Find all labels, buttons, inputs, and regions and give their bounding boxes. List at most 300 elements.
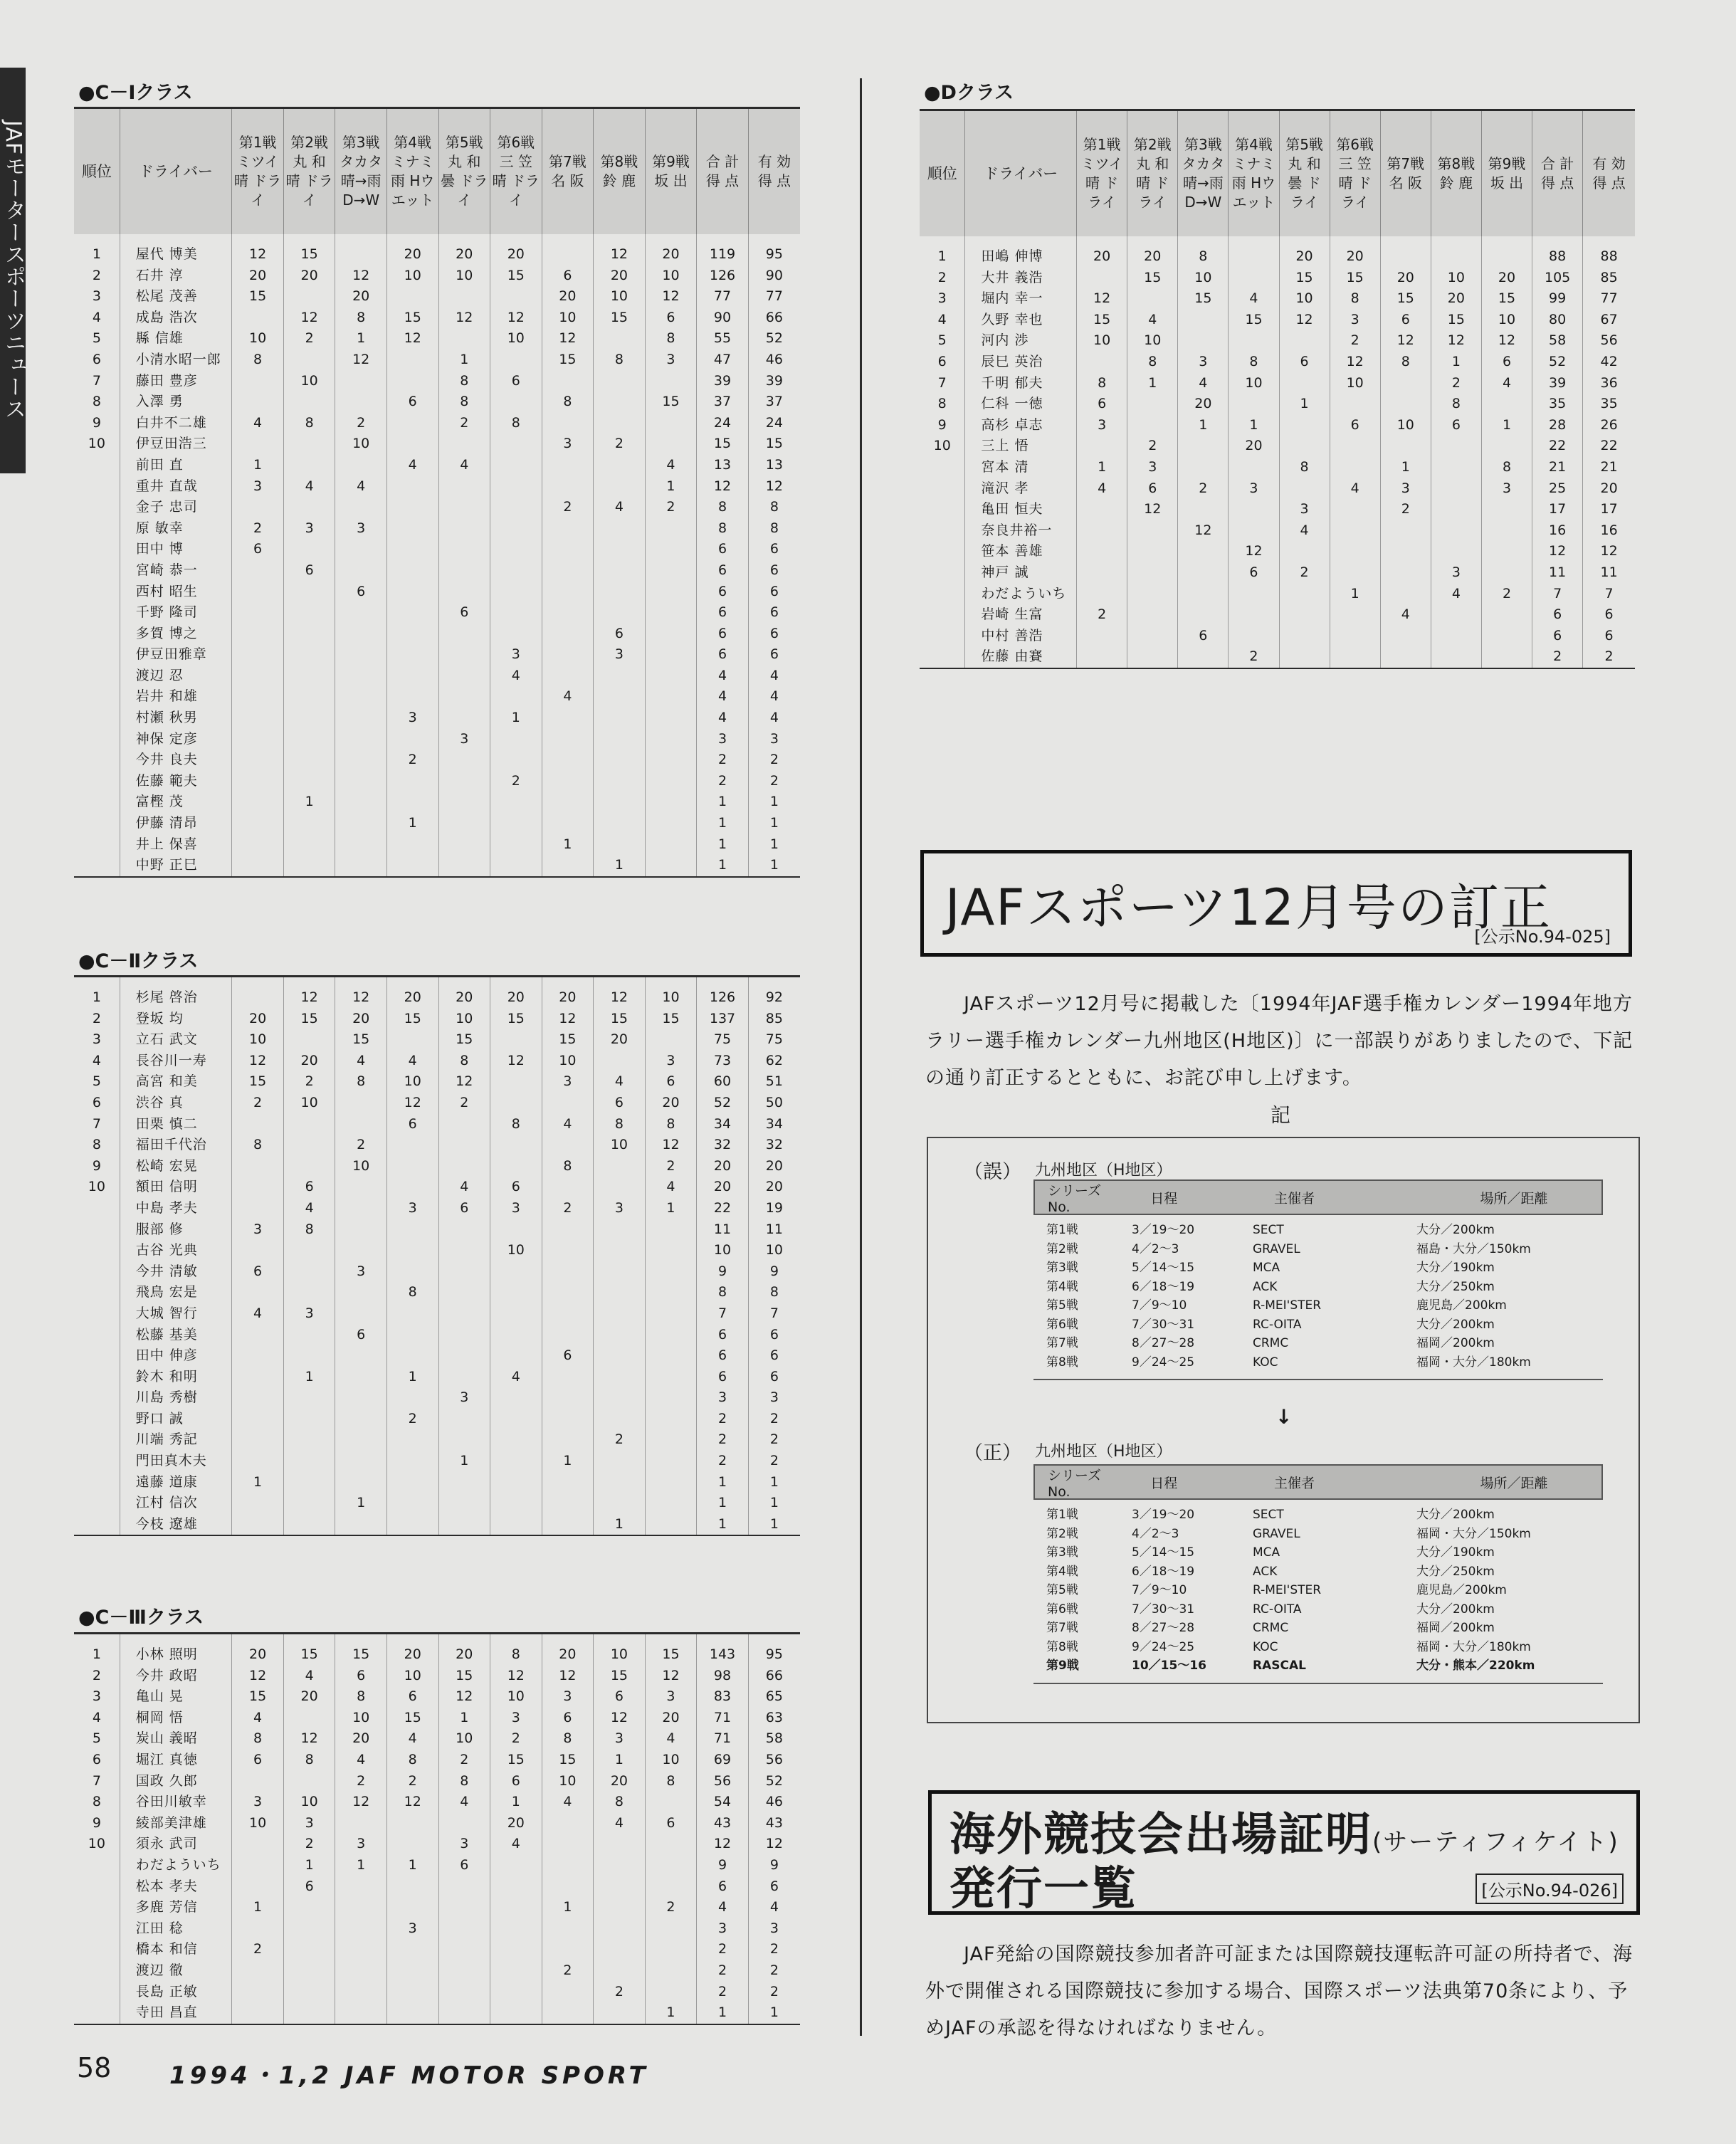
points-cell: [542, 602, 594, 624]
driver-cell: 堀内 幸一: [965, 288, 1077, 310]
points-cell: 6: [748, 582, 800, 603]
points-cell: 50: [748, 1093, 800, 1114]
points-cell: 15: [697, 433, 749, 455]
rank-cell: [920, 626, 965, 647]
driver-cell: 谷田川敏幸: [120, 1792, 232, 1813]
points-cell: 3: [386, 1918, 438, 1940]
points-cell: [1229, 626, 1279, 647]
points-cell: 15: [232, 286, 284, 308]
points-cell: 6: [748, 1325, 800, 1346]
points-cell: 6: [490, 1177, 542, 1198]
points-cell: [594, 792, 646, 813]
points-cell: [1178, 499, 1229, 520]
points-cell: [594, 582, 646, 603]
points-cell: 20: [645, 1093, 697, 1114]
table-row: [74, 2002, 800, 2024]
points-cell: [1077, 352, 1127, 373]
points-cell: [438, 518, 490, 540]
notice1-title: JAFスポーツ12月号の訂正: [945, 878, 1552, 937]
rank-cell: [74, 455, 120, 476]
points-cell: 1: [1380, 457, 1431, 478]
points-cell: 8: [335, 1071, 387, 1093]
points-cell: 8: [645, 1114, 697, 1135]
points-cell: 17: [1532, 499, 1583, 520]
points-cell: [594, 1303, 646, 1325]
points-cell: [645, 1303, 697, 1325]
points-cell: 143: [697, 1634, 749, 1666]
points-cell: [594, 2002, 646, 2024]
points-cell: 6: [1532, 626, 1583, 647]
points-cell: 8: [748, 1282, 800, 1303]
points-cell: [1330, 646, 1380, 668]
points-cell: [1279, 626, 1330, 647]
points-cell: 12: [386, 1792, 438, 1813]
points-cell: 7: [1583, 584, 1635, 605]
table-row: [920, 457, 1635, 478]
driver-cell: 前田 直: [120, 455, 232, 476]
points-cell: [1229, 584, 1279, 605]
table-row: [74, 1409, 800, 1430]
points-cell: 20: [645, 234, 697, 266]
points-cell: 1: [697, 1514, 749, 1536]
points-cell: [232, 497, 284, 518]
place-cell: 大分／200km: [1416, 1317, 1495, 1332]
points-cell: [386, 1156, 438, 1177]
rank-cell: [920, 457, 965, 478]
points-cell: 12: [335, 350, 387, 371]
points-cell: 12: [490, 1051, 542, 1072]
points-cell: 10: [1481, 310, 1532, 331]
notice1-ki: 記: [1271, 1103, 1291, 1127]
points-cell: 20: [438, 234, 490, 266]
points-cell: [645, 729, 697, 750]
table-row: [74, 602, 800, 624]
header-date: 日程: [1150, 1475, 1178, 1491]
points-cell: 56: [748, 1750, 800, 1771]
rank-cell: 7: [92, 372, 101, 389]
points-cell: [594, 771, 646, 792]
points-cell: [232, 1240, 284, 1261]
column-header: 第1戦 ミツイ 晴 ドライ: [1077, 111, 1127, 236]
points-cell: [542, 1303, 594, 1325]
points-cell: [594, 729, 646, 750]
points-cell: [283, 1240, 335, 1261]
column-header: 第6戦 三 笠 晴 ドライ: [1330, 111, 1380, 236]
points-cell: 65: [748, 1686, 800, 1708]
points-cell: [283, 1493, 335, 1514]
rank-cell: 7: [937, 374, 947, 391]
driver-cell: 小清水昭一郎: [120, 350, 232, 371]
points-cell: [386, 2002, 438, 2024]
table-row: [74, 1918, 800, 1940]
points-cell: [490, 1156, 542, 1177]
points-cell: [1431, 478, 1481, 500]
points-cell: 2: [490, 771, 542, 792]
points-cell: [1279, 604, 1330, 626]
points-cell: [283, 750, 335, 771]
points-cell: [283, 834, 335, 856]
schedule-row: [1033, 1581, 1603, 1600]
points-cell: 20: [594, 1771, 646, 1792]
rank-cell: 5: [92, 1730, 101, 1747]
points-cell: [386, 1345, 438, 1367]
points-cell: 2: [594, 433, 646, 455]
rank-cell: [74, 1198, 120, 1219]
points-cell: [1077, 646, 1127, 668]
points-cell: 2: [335, 1771, 387, 1792]
driver-cell: 重井 直哉: [120, 476, 232, 498]
points-cell: [283, 1982, 335, 2003]
series-cell: 第8戦: [1046, 1355, 1078, 1370]
points-cell: 8: [232, 350, 284, 371]
points-cell: [594, 1493, 646, 1514]
points-cell: 20: [283, 1686, 335, 1708]
points-cell: 4: [386, 1728, 438, 1750]
driver-cell: 神戸 誠: [965, 562, 1077, 584]
points-cell: [1229, 236, 1279, 268]
points-cell: 12: [232, 1666, 284, 1687]
points-cell: 1: [542, 1897, 594, 1918]
points-cell: 1: [748, 1493, 800, 1514]
rank-cell: [920, 646, 965, 668]
points-cell: [594, 1876, 646, 1898]
driver-cell: 中野 正巳: [120, 855, 232, 877]
points-cell: 1: [1481, 415, 1532, 436]
points-cell: 6: [748, 1876, 800, 1898]
points-cell: [1229, 268, 1279, 289]
points-cell: 2: [1279, 562, 1330, 584]
points-cell: [542, 813, 594, 834]
points-cell: [1380, 646, 1431, 668]
driver-cell: 田栗 慎二: [120, 1114, 232, 1135]
column-header: 有 効 得 点: [748, 109, 800, 234]
points-cell: 20: [1481, 268, 1532, 289]
points-cell: 62: [748, 1051, 800, 1072]
points-cell: 3: [748, 729, 800, 750]
points-cell: [232, 792, 284, 813]
points-cell: [490, 1982, 542, 2003]
points-cell: [438, 497, 490, 518]
points-cell: [386, 1429, 438, 1451]
points-cell: 4: [438, 1792, 490, 1813]
points-cell: 20: [542, 286, 594, 308]
date-cell: 9／24〜25: [1132, 1355, 1195, 1370]
rank-cell: 7: [92, 1772, 101, 1789]
points-cell: 15: [748, 433, 800, 455]
table-row: [74, 1813, 800, 1834]
points-cell: [232, 582, 284, 603]
points-cell: [1077, 499, 1127, 520]
points-cell: [232, 834, 284, 856]
table-row: [74, 1634, 800, 1666]
points-cell: 20: [542, 1634, 594, 1666]
points-cell: [386, 792, 438, 813]
points-cell: [1481, 562, 1532, 584]
schedule-row: [1033, 1278, 1603, 1297]
rank-cell: 4: [937, 311, 947, 327]
table-row: [74, 1177, 800, 1198]
points-cell: 2: [438, 1093, 490, 1114]
points-cell: 1: [748, 2002, 800, 2024]
points-cell: 4: [748, 708, 800, 729]
points-cell: [1279, 646, 1330, 668]
points-cell: [386, 729, 438, 750]
points-cell: 15: [386, 308, 438, 329]
notice2-title-main: 海外競技会出場証明: [949, 1809, 1372, 1861]
notice1-title-box: [920, 850, 1632, 957]
points-cell: 2: [283, 1071, 335, 1093]
points-cell: [542, 750, 594, 771]
points-cell: 52: [748, 328, 800, 350]
notice2-title-line2: 発行一覧: [949, 1863, 1137, 1916]
points-cell: 10: [490, 328, 542, 350]
points-cell: 8: [283, 1219, 335, 1241]
points-cell: [335, 686, 387, 708]
points-cell: 90: [697, 308, 749, 329]
points-cell: 52: [748, 1771, 800, 1792]
points-cell: 36: [1583, 373, 1635, 394]
magazine-footer: 1994・1,2 JAF MOTOR SPORT: [169, 2061, 649, 2090]
points-cell: [283, 1387, 335, 1409]
points-cell: [1178, 562, 1229, 584]
points-cell: [232, 729, 284, 750]
points-cell: [232, 1177, 284, 1198]
points-cell: [645, 433, 697, 455]
points-cell: [1481, 541, 1532, 562]
points-cell: [386, 624, 438, 645]
table-row: [74, 1750, 800, 1771]
points-cell: 1: [542, 834, 594, 856]
table-row: [74, 624, 800, 645]
points-cell: 2: [232, 1939, 284, 1960]
points-cell: 6: [1481, 352, 1532, 373]
points-cell: 8: [490, 1634, 542, 1666]
rank-cell: [74, 1429, 120, 1451]
points-cell: 15: [386, 1009, 438, 1030]
points-cell: [542, 371, 594, 392]
points-cell: 1: [232, 1897, 284, 1918]
table-row: [74, 1093, 800, 1114]
points-cell: [232, 308, 284, 329]
points-cell: 6: [1583, 604, 1635, 626]
points-cell: [645, 1325, 697, 1346]
points-cell: [232, 771, 284, 792]
points-cell: 2: [748, 1429, 800, 1451]
points-cell: [490, 729, 542, 750]
points-cell: 1: [232, 455, 284, 476]
points-cell: 15: [1178, 288, 1229, 310]
points-cell: 6: [594, 1686, 646, 1708]
table-row: [74, 1429, 800, 1451]
points-cell: [438, 708, 490, 729]
points-cell: 8: [645, 328, 697, 350]
rank-cell: [74, 1472, 120, 1493]
points-cell: [1481, 499, 1532, 520]
points-cell: [438, 1156, 490, 1177]
table-row: [74, 1451, 800, 1472]
points-cell: [542, 1834, 594, 1855]
driver-cell: 高杉 卓志: [965, 415, 1077, 436]
points-cell: [645, 750, 697, 771]
points-cell: 10: [645, 977, 697, 1009]
points-cell: 3: [1178, 352, 1229, 373]
table-row: [74, 1009, 800, 1030]
points-cell: [283, 1345, 335, 1367]
table-row: [74, 582, 800, 603]
points-cell: 3: [1077, 415, 1127, 436]
points-cell: 15: [1279, 268, 1330, 289]
points-cell: 8: [542, 1156, 594, 1177]
table-row: [74, 308, 800, 329]
points-cell: 12: [748, 1834, 800, 1855]
points-cell: [232, 1282, 284, 1303]
points-cell: 3: [1229, 478, 1279, 500]
rank-cell: 3: [92, 1031, 101, 1048]
points-cell: [594, 1156, 646, 1177]
points-cell: 15: [335, 1029, 387, 1051]
points-cell: [490, 1855, 542, 1876]
points-cell: [490, 1219, 542, 1241]
rank-cell: [74, 813, 120, 834]
driver-cell: 白井不二雄: [120, 413, 232, 434]
driver-cell: 杉尾 啓治: [120, 977, 232, 1009]
points-cell: [386, 518, 438, 540]
points-cell: [386, 1261, 438, 1283]
points-cell: [1127, 541, 1178, 562]
points-cell: 8: [283, 413, 335, 434]
points-cell: 12: [490, 308, 542, 329]
points-cell: 12: [594, 977, 646, 1009]
rank-cell: 5: [92, 1073, 101, 1090]
table-row: [920, 436, 1635, 457]
rank-cell: 6: [937, 353, 947, 369]
points-cell: 2: [232, 1093, 284, 1114]
points-cell: [386, 834, 438, 856]
points-cell: 95: [748, 234, 800, 266]
series-cell: 第9戦: [1046, 1659, 1079, 1673]
header-place: 場所／距離: [1480, 1190, 1548, 1207]
points-cell: [1178, 646, 1229, 668]
points-cell: 6: [645, 308, 697, 329]
points-cell: 4: [335, 1051, 387, 1072]
table-row: [74, 1792, 800, 1813]
date-cell: 7／30〜31: [1132, 1317, 1195, 1332]
points-cell: [490, 792, 542, 813]
points-cell: [594, 1918, 646, 1940]
points-cell: 26: [1583, 415, 1635, 436]
points-cell: 42: [1583, 352, 1635, 373]
points-cell: 20: [748, 1177, 800, 1198]
points-cell: [1330, 436, 1380, 457]
points-cell: 12: [283, 1728, 335, 1750]
rank-cell: 2: [92, 1667, 101, 1683]
place-cell: 大分／200km: [1416, 1508, 1495, 1522]
points-cell: [1077, 520, 1127, 542]
points-cell: [232, 644, 284, 666]
points-cell: 10: [232, 1029, 284, 1051]
points-cell: 6: [232, 539, 284, 560]
driver-cell: 藤田 豊彦: [120, 371, 232, 392]
points-cell: [490, 1876, 542, 1898]
points-cell: 8: [748, 497, 800, 518]
points-cell: [1077, 268, 1127, 289]
rank-cell: 9: [92, 1814, 101, 1831]
points-cell: 2: [386, 1409, 438, 1430]
points-cell: 71: [697, 1728, 749, 1750]
points-cell: [232, 1960, 284, 1982]
points-cell: [1229, 330, 1279, 352]
points-cell: 16: [1532, 520, 1583, 542]
table-row: [74, 708, 800, 729]
points-cell: 2: [1178, 478, 1229, 500]
table-row: [920, 646, 1635, 668]
points-cell: 10: [594, 286, 646, 308]
points-cell: 1: [697, 792, 749, 813]
points-cell: [594, 328, 646, 350]
points-cell: 20: [438, 1634, 490, 1666]
points-cell: 15: [542, 1029, 594, 1051]
points-cell: [386, 350, 438, 371]
rank-cell: [920, 584, 965, 605]
points-cell: 2: [645, 1897, 697, 1918]
points-cell: [490, 1071, 542, 1093]
points-cell: [490, 560, 542, 582]
points-cell: 3: [438, 1387, 490, 1409]
points-cell: [386, 1451, 438, 1472]
points-cell: 77: [748, 286, 800, 308]
points-cell: [542, 1918, 594, 1940]
points-cell: [542, 1261, 594, 1283]
table-row: [74, 1855, 800, 1876]
organizer-cell: SECT: [1253, 1223, 1284, 1237]
points-cell: 34: [748, 1114, 800, 1135]
table-row: [74, 834, 800, 856]
points-cell: [1077, 436, 1127, 457]
points-cell: 6: [283, 1876, 335, 1898]
points-cell: 1: [335, 1855, 387, 1876]
points-cell: 6: [1229, 562, 1279, 584]
points-cell: 10: [1380, 415, 1431, 436]
points-cell: 11: [697, 1219, 749, 1241]
series-cell: 第2戦: [1046, 1241, 1078, 1256]
table-row: [74, 1303, 800, 1325]
driver-cell: 岩井 和雄: [120, 686, 232, 708]
points-cell: 2: [748, 1451, 800, 1472]
column-header: 第6戦 三 笠 晴 ドライ: [490, 109, 542, 234]
points-cell: 2: [748, 1982, 800, 2003]
points-cell: 6: [1279, 352, 1330, 373]
points-cell: 12: [1330, 352, 1380, 373]
series-cell: 第8戦: [1046, 1639, 1078, 1654]
points-cell: [542, 582, 594, 603]
points-cell: [232, 560, 284, 582]
driver-cell: 伊豆田雅章: [120, 644, 232, 666]
points-cell: 71: [697, 1708, 749, 1729]
points-cell: [594, 1177, 646, 1198]
driver-cell: 鈴木 和明: [120, 1367, 232, 1388]
points-cell: [1380, 236, 1431, 268]
points-cell: [438, 855, 490, 877]
points-cell: [490, 1960, 542, 1982]
table-header-row: [920, 111, 1635, 236]
points-cell: 20: [232, 1634, 284, 1666]
driver-cell: 綾部美津雄: [120, 1813, 232, 1834]
page-number: 58: [77, 2052, 112, 2083]
points-cell: 4: [594, 1071, 646, 1093]
points-cell: [1279, 415, 1330, 436]
wrong-region: 九州地区（H地区）: [1035, 1162, 1172, 1179]
date-cell: 6／18〜19: [1132, 1279, 1195, 1294]
